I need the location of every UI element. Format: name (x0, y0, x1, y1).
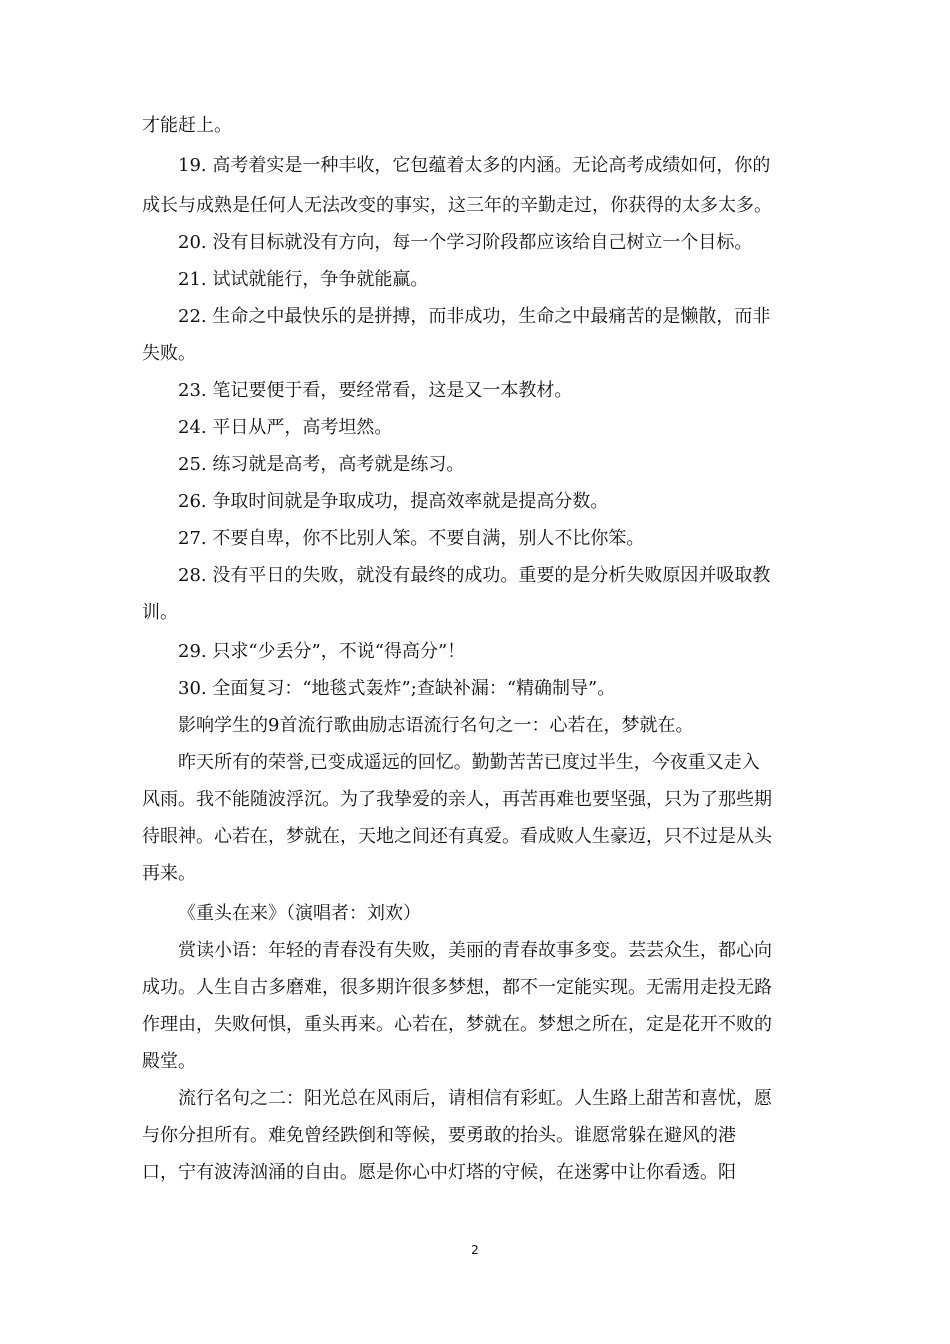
lyrics-line: 口，宁有波涛汹涌的自由。愿是你心中灯塔的守候，在迷雾中让你看透。阳 (142, 1162, 736, 1183)
commentary-line: 殿堂。 (142, 1051, 196, 1072)
list-item-19: 19. 高考着实是一种丰收，它包蕴着太多的内涵。无论高考成绩如何，你的 (178, 155, 771, 176)
list-item-22: 22. 生命之中最快乐的是拼搏，而非成功，生命之中最痛苦的是懒散，而非 (178, 306, 771, 327)
commentary-line: 成功。人生自古多磨难，很多期许很多梦想，都不一定能实现。无需用走投无路 (142, 977, 772, 998)
text-line: 失败。 (142, 343, 196, 364)
list-item-25: 25. 练习就是高考，高考就是练习。 (178, 454, 465, 475)
text-line: 成长与成熟是任何人无法改变的事实，这三年的辛勤走过，你获得的太多太多。 (142, 195, 772, 216)
section-heading: 流行名句之二：阳光总在风雨后，请相信有彩虹。人生路上甜苦和喜忧，愿 (178, 1088, 772, 1109)
list-item-26: 26. 争取时间就是争取成功，提高效率就是提高分数。 (178, 491, 609, 512)
page-number: 2 (471, 1243, 479, 1257)
commentary-line: 赏读小语：年轻的青春没有失败，美丽的青春故事多变。芸芸众生，都心向 (178, 940, 772, 961)
list-item-23: 23. 笔记要便于看，要经常看，这是又一本教材。 (178, 380, 573, 401)
list-item-27: 27. 不要自卑，你不比别人笨。不要自满，别人不比你笨。 (178, 528, 645, 549)
lyrics-line: 风雨。我不能随波浮沉。为了我挚爱的亲人，再苦再难也要坚强，只为了那些期 (142, 789, 772, 810)
lyrics-line: 再来。 (142, 863, 196, 884)
lyrics-line: 与你分担所有。难免曾经跌倒和等候，要勇敢的抬头。谁愿常躲在避风的港 (142, 1125, 736, 1146)
song-title: 《重头在来》（演唱者：刘欢） (178, 903, 421, 924)
list-item-29: 29. 只求“少丢分”，不说“得高分”！ (178, 641, 466, 662)
list-item-28: 28. 没有平日的失败，就没有最终的成功。重要的是分析失败原因并吸取教 (178, 565, 771, 586)
list-item-20: 20. 没有目标就没有方向，每一个学习阶段都应该给自己树立一个目标。 (178, 232, 753, 253)
lyrics-line: 昨天所有的荣誉,已变成遥远的回忆。勤勤苦苦已度过半生，今夜重又走入 (178, 752, 760, 773)
list-item-30: 30. 全面复习：“地毯式轰炸”;查缺补漏：“精确制导”。 (178, 678, 616, 699)
list-item-21: 21. 试试就能行，争争就能赢。 (178, 269, 429, 290)
list-item-24: 24. 平日从严，高考坦然。 (178, 417, 393, 438)
text-line: 训。 (142, 602, 178, 623)
commentary-line: 作理由，失败何惧，重头再来。心若在，梦就在。梦想之所在，定是花开不败的 (142, 1014, 772, 1035)
text-line: 才能赶上。 (142, 115, 232, 136)
section-heading: 影响学生的9首流行歌曲励志语流行名句之一：心若在，梦就在。 (178, 715, 694, 736)
lyrics-line: 待眼神。心若在，梦就在，天地之间还有真爱。看成败人生豪迈，只不过是从头 (142, 826, 772, 847)
